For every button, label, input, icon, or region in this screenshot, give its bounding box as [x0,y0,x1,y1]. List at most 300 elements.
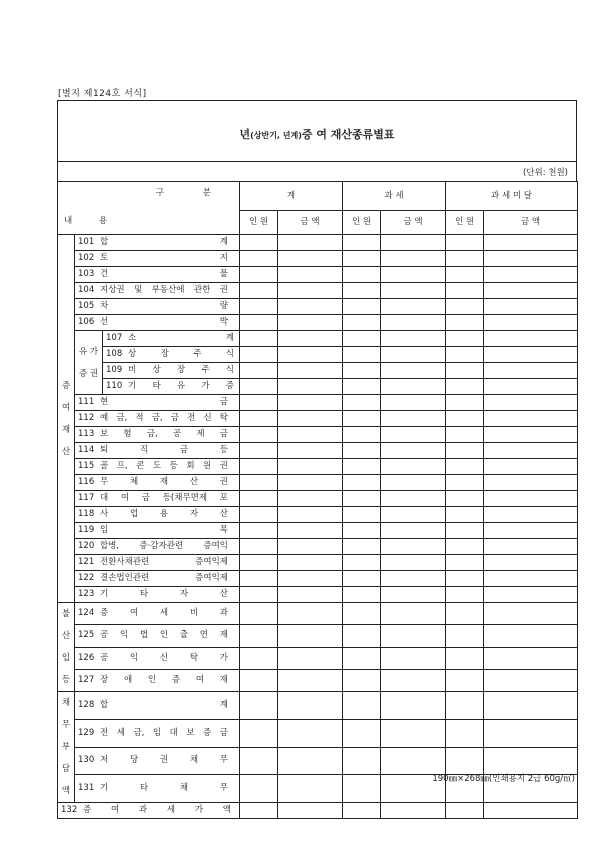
row-text: 선 박 [100,317,228,327]
entry-cell[interactable] [343,427,381,443]
row-text: 합병, 증·감자관련 증여익 [100,541,228,551]
entry-cell[interactable] [446,587,484,603]
entry-cell[interactable] [278,331,343,347]
table-row [58,587,578,603]
row-number: 113 [78,429,95,439]
row-label [75,775,240,803]
entry-cell[interactable] [446,251,484,267]
entry-cell[interactable] [343,747,381,775]
title-box [57,100,577,162]
entry-cell[interactable] [381,459,446,475]
table-row [58,719,578,747]
paper-spec: 190㎜×268㎜(인쇄용지 2급 60g/㎡) [432,774,575,784]
entry-cell[interactable] [240,395,278,411]
entry-cell[interactable] [343,235,381,251]
entry-cell[interactable] [278,555,343,571]
entry-cell[interactable] [240,267,278,283]
title-period: (상반기, 년계) [250,131,302,140]
row-label [75,747,240,775]
entry-cell[interactable] [484,251,578,267]
table-row [58,347,578,363]
form-label: [별지 제124호 서식] [58,89,147,99]
entry-cell[interactable] [484,459,578,475]
entry-cell[interactable] [484,507,578,523]
entry-cell[interactable] [343,283,381,299]
entry-cell[interactable] [484,587,578,603]
entry-cell[interactable] [484,747,578,775]
row-text: 예 금, 적 금, 금 전 신 탁 [100,413,228,423]
entry-cell[interactable] [446,363,484,379]
entry-cell[interactable] [278,347,343,363]
entry-cell[interactable] [484,427,578,443]
entry-cell[interactable] [381,747,446,775]
entry-cell[interactable] [484,719,578,747]
entry-cell[interactable] [484,331,578,347]
entry-cell[interactable] [446,747,484,775]
form-title [58,126,576,142]
row-text: 소 계 [128,333,234,343]
entry-cell[interactable] [484,443,578,459]
entry-cell[interactable] [240,427,278,443]
entry-cell[interactable] [381,719,446,747]
row-text: 사 업 용 자 산 [100,509,228,519]
entry-cell[interactable] [343,251,381,267]
entry-cell[interactable] [278,235,343,251]
entry-cell[interactable] [446,443,484,459]
entry-cell[interactable] [381,379,446,395]
entry-cell[interactable] [343,692,381,720]
entry-cell[interactable] [446,315,484,331]
entry-cell[interactable] [381,443,446,459]
row-text: 전환사채관련 증여익제 [100,557,228,567]
table-row [58,459,578,475]
entry-cell[interactable] [381,267,446,283]
entry-cell[interactable] [240,719,278,747]
row-text: 기 타 채 무 [100,783,228,794]
entry-cell[interactable] [446,379,484,395]
entry-cell[interactable] [278,692,343,720]
entry-cell[interactable] [446,719,484,747]
entry-cell[interactable] [240,555,278,571]
row-label [75,555,240,571]
entry-cell[interactable] [484,347,578,363]
entry-cell[interactable] [343,803,381,819]
entry-cell[interactable] [381,647,446,669]
entry-cell[interactable] [484,283,578,299]
entry-cell[interactable] [446,571,484,587]
entry-cell[interactable] [278,459,343,475]
entry-cell[interactable] [278,363,343,379]
row-label [75,571,240,587]
table-row [58,267,578,283]
row-label [75,299,240,315]
entry-cell[interactable] [381,331,446,347]
entry-cell[interactable] [240,747,278,775]
entry-cell[interactable] [240,315,278,331]
unit-row [57,161,577,182]
entry-cell[interactable] [240,692,278,720]
row-text: 증 여 과 세 가 액 [83,805,231,815]
entry-cell[interactable] [446,625,484,647]
entry-cell[interactable] [343,379,381,395]
entry-cell[interactable] [446,507,484,523]
row-label [75,235,240,251]
entry-cell[interactable] [278,587,343,603]
row-number: 130 [78,755,95,766]
entry-cell[interactable] [381,555,446,571]
entry-cell[interactable] [278,625,343,647]
entry-cell[interactable] [343,331,381,347]
entry-cell[interactable] [484,491,578,507]
entry-cell[interactable] [446,283,484,299]
row-label [75,459,240,475]
entry-cell[interactable] [278,571,343,587]
row-number: 105 [78,301,95,311]
entry-cell[interactable] [381,411,446,427]
entry-cell[interactable] [446,347,484,363]
table-row [58,427,578,443]
entry-cell[interactable] [240,647,278,669]
entry-cell[interactable] [381,299,446,315]
entry-cell[interactable] [446,523,484,539]
entry-cell[interactable] [381,603,446,625]
table-row [58,692,578,720]
row-number: 111 [78,397,95,407]
entry-cell[interactable] [484,603,578,625]
entry-cell[interactable] [381,427,446,443]
row-label [75,603,240,625]
row-number: 124 [78,608,95,619]
entry-cell[interactable] [381,283,446,299]
entry-cell[interactable] [343,587,381,603]
side-yuga_jeunggwon: 유 가 증 권 [75,331,103,395]
entry-cell[interactable] [484,539,578,555]
row-text: 보 험 금, 공 제 금 [100,429,228,439]
entry-cell[interactable] [381,692,446,720]
header-naeyong: 내 용 [64,216,120,226]
row-number: 108 [106,349,123,359]
row-number: 102 [78,253,95,263]
row-number: 107 [106,333,123,343]
entry-cell[interactable] [381,539,446,555]
row-label [103,331,240,347]
entry-cell[interactable] [240,491,278,507]
entry-cell[interactable] [278,251,343,267]
entry-cell[interactable] [343,603,381,625]
entry-cell[interactable] [381,235,446,251]
entry-cell[interactable] [343,523,381,539]
row-number: 122 [78,573,95,583]
row-number: 115 [78,461,95,471]
entry-cell[interactable] [381,587,446,603]
entry-cell[interactable] [343,555,381,571]
entry-cell[interactable] [484,475,578,491]
entry-cell[interactable] [446,539,484,555]
table-row [58,747,578,775]
entry-cell[interactable] [240,523,278,539]
row-label [75,507,240,523]
entry-cell[interactable] [240,379,278,395]
row-label [75,283,240,299]
entry-cell[interactable] [381,347,446,363]
entry-cell[interactable] [240,625,278,647]
entry-cell[interactable] [240,235,278,251]
header-group-1: 과 세 [343,182,446,211]
entry-cell[interactable] [484,669,578,691]
entry-cell[interactable] [240,475,278,491]
entry-cell[interactable] [240,459,278,475]
entry-cell[interactable] [484,803,578,819]
row-text: 장 애 인 증 여 재 [100,674,228,685]
entry-cell[interactable] [343,719,381,747]
entry-cell[interactable] [484,379,578,395]
entry-cell[interactable] [381,523,446,539]
entry-cell[interactable] [484,523,578,539]
entry-cell[interactable] [278,411,343,427]
entry-cell[interactable] [278,443,343,459]
entry-cell[interactable] [278,475,343,491]
row-label [75,523,240,539]
title-year: 년 [239,128,251,141]
entry-cell[interactable] [484,647,578,669]
entry-cell[interactable] [240,299,278,315]
row-text: 비 상 장 주 식 [128,365,234,375]
table-row [58,283,578,299]
row-number: 128 [78,699,95,710]
entry-cell[interactable] [278,379,343,395]
table-row [58,625,578,647]
entry-cell[interactable] [240,603,278,625]
entry-cell[interactable] [381,571,446,587]
entry-cell[interactable] [343,315,381,331]
entry-cell[interactable] [446,411,484,427]
entry-cell[interactable] [240,539,278,555]
row-label [75,669,240,691]
row-label [75,491,240,507]
row-label [103,363,240,379]
entry-cell[interactable] [240,363,278,379]
row-text: 차 량 [100,301,228,311]
row-number: 101 [78,237,95,247]
row-number: 127 [78,674,95,685]
entry-cell[interactable] [278,747,343,775]
entry-cell[interactable] [278,539,343,555]
table-row [58,395,578,411]
entry-cell[interactable] [240,411,278,427]
entry-cell[interactable] [240,283,278,299]
entry-cell[interactable] [278,267,343,283]
header-sub-count: 인 원 [446,211,484,235]
row-label [75,395,240,411]
entry-cell[interactable] [278,427,343,443]
entry-cell[interactable] [343,625,381,647]
entry-cell[interactable] [240,775,278,803]
entry-cell[interactable] [343,443,381,459]
entry-cell[interactable] [278,647,343,669]
entry-cell[interactable] [381,363,446,379]
table-row [58,363,578,379]
table-row [58,315,578,331]
row-number: 119 [78,525,95,535]
entry-cell[interactable] [446,647,484,669]
entry-cell[interactable] [343,539,381,555]
entry-cell[interactable] [240,803,278,819]
table-row [58,669,578,691]
entry-cell[interactable] [381,803,446,819]
row-label [75,539,240,555]
entry-cell[interactable] [484,555,578,571]
entry-cell[interactable] [446,395,484,411]
row-text: 증 여 세 비 과 [100,608,228,619]
entry-cell[interactable] [343,647,381,669]
header-sub-count: 인 원 [240,211,278,235]
entry-cell[interactable] [240,669,278,691]
row-text: 건 물 [100,269,228,279]
entry-cell[interactable] [343,669,381,691]
entry-cell[interactable] [278,775,343,803]
entry-cell[interactable] [446,459,484,475]
entry-cell[interactable] [343,395,381,411]
entry-cell[interactable] [278,283,343,299]
entry-cell[interactable] [278,803,343,819]
row-number: 126 [78,652,95,663]
entry-cell[interactable] [484,267,578,283]
entry-cell[interactable] [278,395,343,411]
entry-cell[interactable] [381,251,446,267]
row-number: 104 [78,285,95,295]
entry-cell[interactable] [446,299,484,315]
entry-cell[interactable] [343,507,381,523]
entry-cell[interactable] [240,251,278,267]
side-jeungyeo_jaesan: 증 여 재 산 [58,235,75,603]
row-label [75,692,240,720]
entry-cell[interactable] [278,315,343,331]
entry-cell[interactable] [484,692,578,720]
unit-label: (단위: 천원) [522,168,568,178]
entry-cell[interactable] [484,411,578,427]
entry-cell[interactable] [343,775,381,803]
header-sub-count: 인 원 [343,211,381,235]
table-row [58,411,578,427]
entry-cell[interactable] [484,571,578,587]
entry-cell[interactable] [381,395,446,411]
entry-cell[interactable] [381,475,446,491]
entry-cell[interactable] [381,625,446,647]
entry-cell[interactable] [484,395,578,411]
entry-cell[interactable] [484,625,578,647]
side-bulsan: 불 산 입 등 [58,603,75,692]
row-text: 전 세 금, 임 대 보 증 금 [100,727,228,738]
row-text: 합 계 [100,237,228,247]
row-number: 120 [78,541,95,551]
entry-cell[interactable] [343,459,381,475]
row-number: 116 [78,477,95,487]
row-label [75,625,240,647]
entry-cell[interactable] [343,299,381,315]
entry-cell[interactable] [446,491,484,507]
entry-cell[interactable] [343,363,381,379]
row-number: 132 [61,805,78,815]
entry-cell[interactable] [240,443,278,459]
header-gubun-naeyong [58,182,240,235]
entry-cell[interactable] [278,491,343,507]
entry-cell[interactable] [343,475,381,491]
entry-cell[interactable] [446,603,484,625]
row-text: 상 장 주 식 [128,349,234,359]
row-text: 퇴 직 금 등 [100,445,228,455]
row-text: 지상권 및 부동산에 관한 권 [100,285,228,295]
entry-cell[interactable] [484,315,578,331]
entry-cell[interactable] [240,507,278,523]
table-row [58,803,578,819]
entry-cell[interactable] [446,427,484,443]
entry-cell[interactable] [484,299,578,315]
entry-cell[interactable] [446,475,484,491]
table-row [58,491,578,507]
row-label [58,803,240,819]
row-text: 공 익 신 탁 가 [100,652,228,663]
header-gubun: 구 분 [155,188,230,198]
row-number: 121 [78,557,95,567]
entry-cell[interactable] [484,363,578,379]
entry-cell[interactable] [446,331,484,347]
entry-cell[interactable] [484,235,578,251]
row-number: 112 [78,413,95,423]
entry-cell[interactable] [240,587,278,603]
property-type-table [57,181,578,819]
entry-cell[interactable] [278,299,343,315]
row-label [75,315,240,331]
entry-cell[interactable] [343,491,381,507]
entry-cell[interactable] [343,347,381,363]
entry-cell[interactable] [446,235,484,251]
entry-cell[interactable] [446,803,484,819]
entry-cell[interactable] [278,507,343,523]
entry-cell[interactable] [446,555,484,571]
entry-cell[interactable] [278,523,343,539]
row-label [75,475,240,491]
row-number: 109 [106,365,123,375]
entry-cell[interactable] [240,331,278,347]
entry-cell[interactable] [381,507,446,523]
row-text: 현 금 [100,397,228,407]
entry-cell[interactable] [343,267,381,283]
title-text: 증 여 재산종류별표 [301,128,395,141]
entry-cell[interactable] [343,411,381,427]
side-chaemu: 채 무 부 담 액 [58,692,75,803]
entry-cell[interactable] [446,669,484,691]
entry-cell[interactable] [240,347,278,363]
entry-cell[interactable] [240,571,278,587]
table-row [58,539,578,555]
entry-cell[interactable] [278,719,343,747]
row-text: 대 여 금 등(채무면제 포 [100,493,228,503]
entry-cell[interactable] [381,491,446,507]
entry-cell[interactable] [278,603,343,625]
header-sub-amount: 금 액 [278,211,343,235]
entry-cell[interactable] [381,669,446,691]
row-label [103,347,240,363]
header-group-0: 계 [240,182,343,211]
entry-cell[interactable] [446,267,484,283]
entry-cell[interactable] [343,571,381,587]
entry-cell[interactable] [278,669,343,691]
entry-cell[interactable] [381,315,446,331]
table-row [58,647,578,669]
entry-cell[interactable] [446,692,484,720]
row-number: 129 [78,727,95,738]
row-label [75,251,240,267]
